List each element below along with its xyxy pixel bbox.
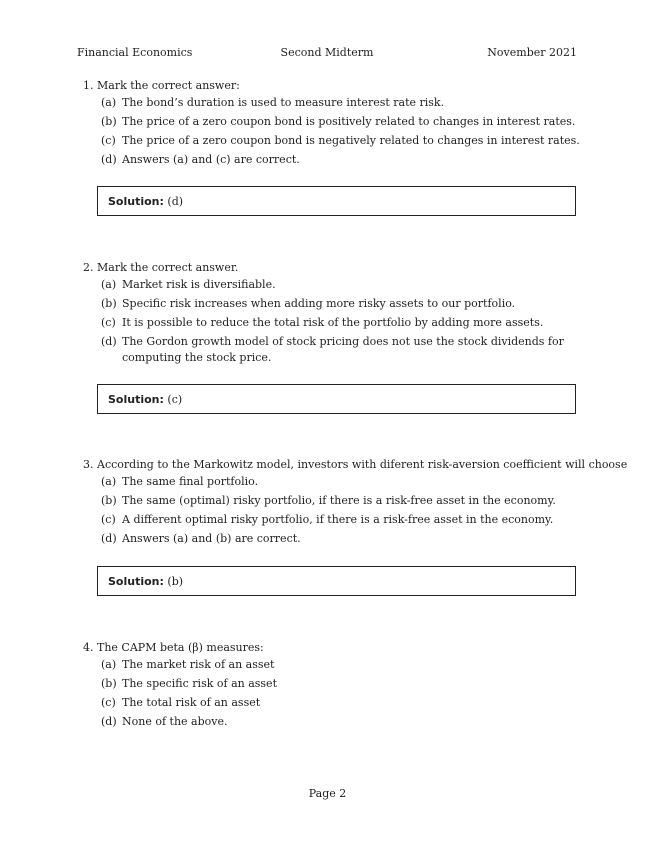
question-3 — [83, 455, 628, 550]
option-text: Answers (a) and (b) are correct. — [122, 532, 301, 545]
question-number: 2. — [83, 261, 94, 274]
option-label: (c) — [101, 513, 116, 526]
option-c — [83, 695, 580, 711]
solution-box-2 — [97, 384, 576, 414]
question-3-stem — [83, 455, 628, 474]
option-label: (d) — [101, 532, 117, 545]
question-text: The CAPM beta (β) measures: — [97, 641, 264, 654]
question-2-stem — [83, 258, 580, 277]
header-date: November 2021 — [487, 46, 577, 59]
option-a — [83, 95, 580, 111]
option-b — [83, 493, 580, 509]
option-b — [83, 114, 580, 130]
option-text: The same final portfolio. — [122, 475, 259, 488]
option-a — [83, 277, 580, 293]
solution-value: (c) — [167, 393, 183, 406]
option-text: Market risk is diversifiable. — [122, 278, 276, 291]
question-number: 3. — [83, 458, 94, 471]
question-2 — [83, 258, 580, 369]
solution-box-3 — [97, 566, 576, 596]
option-d — [83, 531, 580, 547]
option-text: The same (optimal) risky portfolio, if there is a risk-free asset in the economy. — [122, 494, 556, 507]
option-label: (c) — [101, 316, 116, 329]
solution-box-1 — [97, 186, 576, 216]
option-label: (c) — [101, 134, 116, 147]
option-label: (d) — [101, 715, 117, 728]
option-text: The price of a zero coupon bond is negatively related to changes in interest rates. — [122, 134, 580, 147]
option-text: A different optimal risky portfolio, if there is a risk-free asset in the economy. — [122, 513, 554, 526]
option-c — [83, 315, 580, 331]
header-exam: Second Midterm — [280, 46, 374, 59]
solution-label: Solution: — [108, 575, 164, 588]
header-course: Financial Economics — [77, 46, 193, 59]
option-a — [83, 474, 580, 490]
option-text: The price of a zero coupon bond is positively related to changes in interest rates. — [122, 115, 576, 128]
option-label: (b) — [101, 677, 117, 690]
option-text: The Gordon growth model of stock pricing does not use the stock dividends for computing the stock price. — [122, 335, 564, 364]
option-c — [83, 133, 580, 149]
solution-label: Solution: — [108, 195, 164, 208]
option-text: The total risk of an asset — [122, 696, 261, 709]
option-label: (b) — [101, 297, 117, 310]
option-text: The bond’s duration is used to measure interest rate risk. — [122, 96, 445, 109]
question-4-stem — [83, 638, 580, 657]
option-label: (a) — [101, 658, 117, 671]
question-number: 4. — [83, 641, 94, 654]
page-number: Page 2 — [308, 787, 347, 800]
option-c — [83, 512, 580, 528]
option-label: (a) — [101, 96, 117, 109]
option-text: The specific risk of an asset — [122, 677, 277, 690]
option-label: (b) — [101, 494, 117, 507]
question-text: According to the Markowitz model, investors with diferent risk-aversion coefficient will choose — [97, 458, 628, 471]
option-text: None of the above. — [122, 715, 228, 728]
option-label: (a) — [101, 475, 117, 488]
option-label: (a) — [101, 278, 117, 291]
solution-value: (d) — [167, 195, 184, 208]
solution-value: (b) — [167, 575, 184, 588]
option-label: (b) — [101, 115, 117, 128]
option-a — [83, 657, 580, 673]
question-1-stem — [83, 76, 580, 95]
question-text: Mark the correct answer: — [97, 79, 240, 92]
question-number: 1. — [83, 79, 94, 92]
question-text: Mark the correct answer. — [97, 261, 239, 274]
option-label: (d) — [101, 153, 117, 166]
option-label: (d) — [101, 335, 117, 348]
option-d — [83, 714, 580, 730]
option-text: Specific risk increases when adding more risky assets to our portfolio. — [122, 297, 516, 310]
question-1 — [83, 76, 580, 171]
option-label: (c) — [101, 696, 116, 709]
option-text: The market risk of an asset — [122, 658, 275, 671]
option-text: It is possible to reduce the total risk of the portfolio by adding more assets. — [122, 316, 544, 329]
question-4 — [83, 638, 580, 733]
option-text: Answers (a) and (c) are correct. — [122, 153, 300, 166]
option-b — [83, 296, 580, 312]
option-b — [83, 676, 580, 692]
page-header — [77, 46, 577, 62]
option-d — [83, 334, 580, 366]
solution-label: Solution: — [108, 393, 164, 406]
option-d — [83, 152, 580, 168]
